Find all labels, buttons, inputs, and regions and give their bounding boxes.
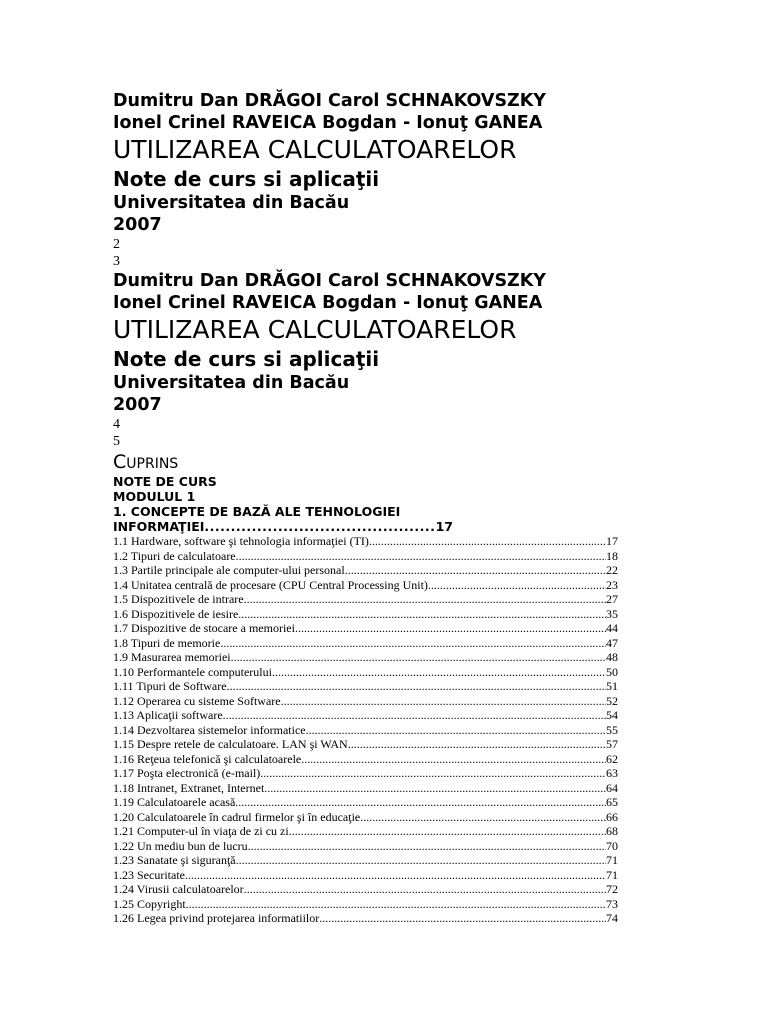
dot-leader	[289, 824, 606, 839]
toc-entry-page: 74	[606, 911, 618, 925]
dot-leader	[348, 737, 606, 752]
dot-leader	[186, 897, 606, 912]
toc-entry[interactable]	[113, 868, 618, 883]
dot-leader	[306, 723, 606, 738]
authors-line-1: Dumitru Dan DRĂGOI Carol SCHNAKOVSZKY	[113, 271, 546, 291]
toc-entry-page: 50	[606, 664, 618, 679]
chapter-heading: 1. CONCEPTE DE BAZĂ ALE TEHNOLOGIEI	[113, 504, 401, 519]
dot-leader	[264, 781, 606, 796]
institution: Universitatea din Bacău	[113, 193, 350, 213]
toc-entry-title: 1.10 Performantele computerului	[113, 664, 272, 679]
dot-leader	[236, 853, 606, 868]
toc-entry-title: 1.2 Tipuri de calculatoare	[113, 548, 236, 563]
book-subtitle: Note de curs si aplicaţii	[113, 167, 380, 191]
module-heading: MODULUL 1	[113, 489, 196, 504]
institution: Universitatea din Bacău	[113, 373, 350, 393]
toc-entry-title: 1.21 Computer-ul în viaţa de zi cu zi	[113, 824, 289, 838]
toc-entry[interactable]	[113, 563, 618, 578]
toc-entry-page: 54	[606, 708, 618, 722]
toc-entry[interactable]	[113, 578, 618, 593]
page-number: 3	[113, 254, 120, 269]
toc-entry-title: 1.18 Intranet, Extranet, Internet	[113, 780, 265, 795]
toc-entry[interactable]	[113, 621, 618, 636]
toc-list	[113, 534, 618, 926]
toc-entry-title: 1.26 Legea privind protejarea informatiilor	[113, 911, 320, 925]
toc-entry-title: 1.3 Partile principale ale computer-ului personal	[113, 563, 345, 577]
toc-entry-title: 1.23 Sanatate şi siguranţă	[113, 853, 236, 867]
page-number: 5	[113, 434, 120, 449]
book-title: UTILIZAREA CALCULATOARELOR	[113, 315, 517, 344]
toc-entry[interactable]	[113, 766, 618, 781]
toc-entry[interactable]	[113, 694, 618, 709]
toc-entry-title: 1.12 Operarea cu sisteme Software	[113, 693, 281, 708]
title-block-1	[113, 90, 618, 270]
toc-entry-title: 1.7 Dispozitive de stocare a memoriei	[113, 621, 295, 635]
chapter-page: 17	[435, 519, 453, 534]
toc-entry-page: 55	[606, 722, 618, 737]
toc-entry-page: 48	[606, 650, 618, 664]
toc-entry-title: 1.22 Un mediu bun de lucru	[113, 838, 248, 853]
chapter-heading-title: INFORMAŢIEI	[113, 519, 205, 534]
toc-entry-page: 65	[606, 795, 618, 809]
toc-entry-page: 35	[606, 606, 618, 621]
toc-entry-page: 51	[606, 679, 618, 693]
toc-entry-title: 1.13 Aplicaţii software	[113, 708, 223, 722]
dot-leader	[428, 578, 606, 593]
dot-leader	[185, 868, 606, 883]
toc-entry[interactable]	[113, 592, 618, 607]
contents-heading	[113, 452, 618, 474]
authors-line-2: Ionel Crinel RAVEICA Bogdan - Ionuţ GANEA	[113, 113, 543, 133]
dot-leader	[260, 766, 606, 781]
toc-entry-title: 1.15 Despre retele de calculatoare. LAN şi WAN	[113, 737, 348, 751]
toc-entry-page: 27	[606, 592, 618, 606]
authors-line-2: Ionel Crinel RAVEICA Bogdan - Ionuţ GANEA	[113, 293, 543, 313]
toc-entry[interactable]	[113, 549, 618, 564]
dot-leader	[272, 665, 606, 680]
book-title: UTILIZAREA CALCULATOARELOR	[113, 135, 517, 164]
toc-entry-page: 17	[606, 534, 618, 548]
toc-entry-page: 68	[606, 824, 618, 838]
toc-entry[interactable]	[113, 897, 618, 912]
dot-leader	[238, 607, 606, 622]
toc-entry[interactable]	[113, 752, 618, 767]
dot-leader	[295, 621, 606, 636]
contents-heading-rest: UPRINS	[126, 456, 179, 472]
dot-leader	[244, 592, 606, 607]
toc-entry[interactable]	[113, 795, 618, 810]
dot-leader	[244, 882, 606, 897]
toc-entry-page: 52	[606, 693, 618, 708]
toc-entry[interactable]	[113, 839, 618, 854]
dot-leader	[231, 650, 606, 665]
toc-entry[interactable]	[113, 534, 618, 549]
toc-entry-page: 73	[606, 896, 618, 911]
toc-entry-page: 47	[606, 635, 618, 650]
toc-entry[interactable]	[113, 824, 618, 839]
section-heading: NOTE DE CURS	[113, 474, 217, 489]
toc-entry[interactable]	[113, 781, 618, 796]
toc-entry-page: 71	[606, 853, 618, 867]
toc-entry-page: 72	[606, 882, 618, 896]
page-number: 4	[113, 417, 120, 432]
year: 2007	[113, 395, 162, 415]
toc-entry[interactable]	[113, 708, 618, 723]
toc-entry-title: 1.25 Copyright	[113, 896, 186, 911]
toc-entry[interactable]	[113, 853, 618, 868]
toc-entry-page: 66	[606, 809, 618, 824]
dot-leader	[301, 752, 606, 767]
toc-entry[interactable]	[113, 636, 618, 651]
dot-leader	[220, 636, 606, 651]
book-subtitle: Note de curs si aplicaţii	[113, 347, 380, 371]
contents-heading-initial: C	[113, 451, 127, 473]
toc-entry[interactable]	[113, 737, 618, 752]
toc-entry-title: 1.4 Unitatea centrală de procesare (CPU Central Processing Unit)	[113, 577, 428, 592]
toc-entry-page: 71	[606, 867, 618, 882]
toc-entry[interactable]	[113, 723, 618, 738]
toc-entry-title: 1.24 Virusii calculatoarelor	[113, 882, 244, 896]
toc-entry-title: 1.16 Reţeua telefonică şi calculatoarele	[113, 751, 302, 766]
toc-entry-page: 70	[606, 838, 618, 853]
toc-entry-title: 1.1 Hardware, software şi tehnologia informaţiei (TI)	[113, 534, 369, 548]
toc-entry-title: 1.14 Dezvoltarea sistemelor informatice	[113, 722, 306, 737]
toc-entry[interactable]	[113, 911, 618, 926]
toc-entry-title: 1.20 Calculatoarele în cadrul firmelor şi în educaţie	[113, 809, 361, 824]
chapter-heading-line-2	[113, 519, 453, 534]
table-of-contents	[113, 452, 618, 926]
toc-entry-page: 63	[606, 766, 618, 780]
document-page	[113, 90, 618, 926]
dot-leader	[235, 795, 606, 810]
toc-entry[interactable]	[113, 650, 618, 665]
toc-entry-page: 62	[606, 751, 618, 766]
page-number: 2	[113, 237, 120, 252]
toc-entry-title: 1.8 Tipuri de memorie	[113, 635, 221, 650]
toc-entry-title: 1.23 Securitate	[113, 867, 185, 882]
authors-line-1: Dumitru Dan DRĂGOI Carol SCHNAKOVSZKY	[113, 91, 546, 111]
dot-leader	[360, 810, 606, 825]
toc-entry-page: 64	[606, 780, 618, 795]
toc-entry[interactable]	[113, 607, 618, 622]
toc-entry-page: 23	[606, 577, 618, 592]
toc-entry-title: 1.19 Calculatoarele acasă	[113, 795, 236, 809]
dot-leader	[204, 519, 435, 534]
toc-entry-title: 1.6 Dispozitivele de iesire	[113, 606, 239, 621]
dot-leader	[345, 563, 606, 578]
dot-leader	[369, 534, 606, 549]
toc-entry[interactable]	[113, 810, 618, 825]
toc-entry-title: 1.9 Masurarea memoriei	[113, 650, 231, 664]
toc-entry[interactable]	[113, 679, 618, 694]
dot-leader	[236, 549, 606, 564]
toc-entry-title: 1.5 Dispozitivele de intrare	[113, 592, 244, 606]
year: 2007	[113, 215, 162, 235]
toc-entry-title: 1.11 Tipuri de Software	[113, 679, 227, 693]
dot-leader	[223, 708, 606, 723]
toc-entry[interactable]	[113, 665, 618, 680]
dot-leader	[281, 694, 606, 709]
toc-entry-page: 18	[606, 548, 618, 563]
title-block-2	[113, 270, 618, 450]
dot-leader	[227, 679, 606, 694]
toc-entry-page: 22	[606, 563, 618, 577]
toc-entry-title: 1.17 Poşta electronică (e-mail)	[113, 766, 261, 780]
toc-entry[interactable]	[113, 882, 618, 897]
toc-entry-page: 44	[606, 621, 618, 635]
toc-entry-page: 57	[606, 737, 618, 751]
dot-leader	[319, 911, 606, 926]
dot-leader	[248, 839, 606, 854]
